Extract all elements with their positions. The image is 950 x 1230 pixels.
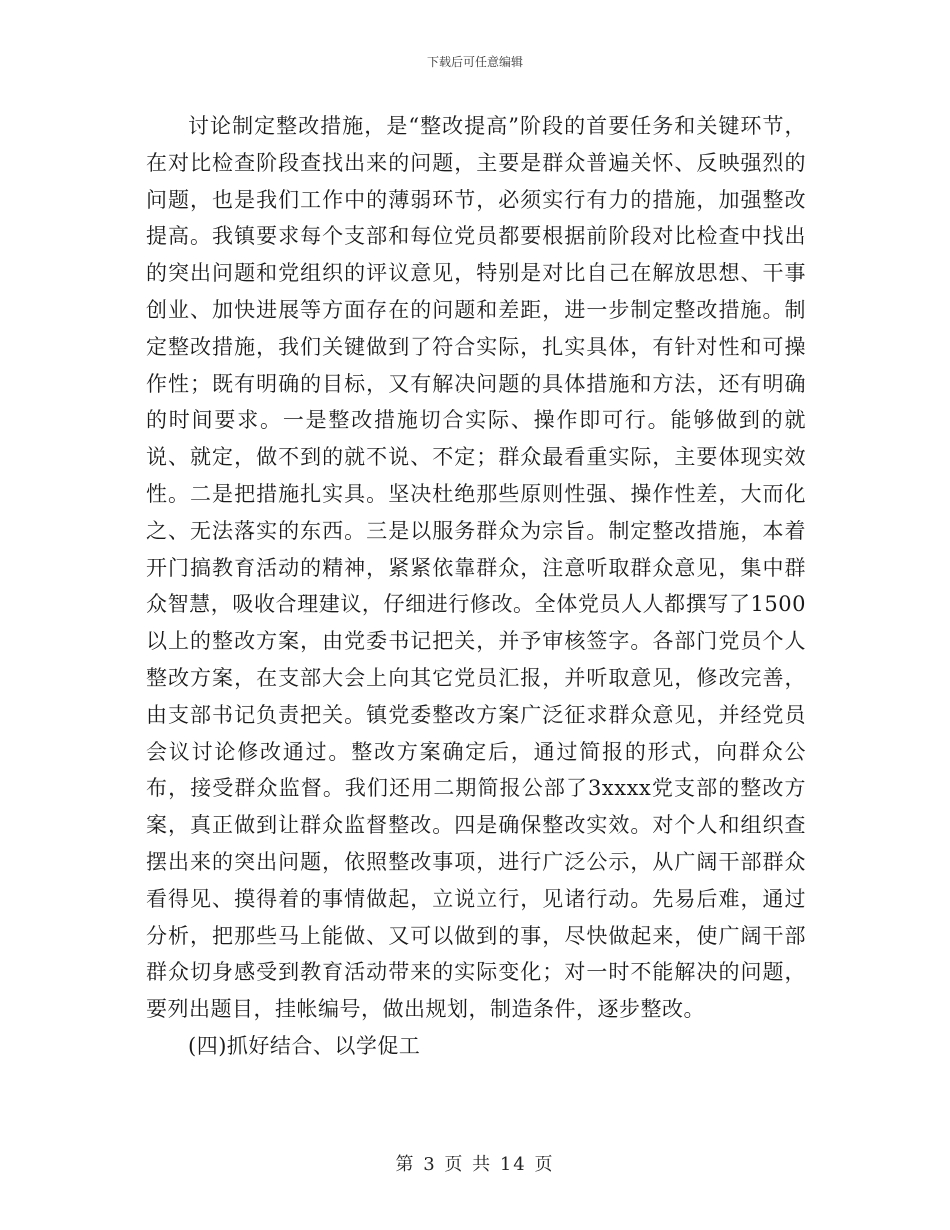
section-heading: (四)抓好结合、以学促工 xyxy=(188,1033,421,1058)
page-footer: 第 3 页 共 14 页 xyxy=(395,1154,555,1175)
body-paragraph: 讨论制定整改措施，是“整改提高”阶段的首要任务和关键环节，在对比检查阶段查找出来的问题，主要是群众普遍关怀、反映强烈的问题，也是我们工作中的薄弱环节，必须实行有力的措施，加强整改提高。我镇要求每个支部和每位党员都要根据前阶段对比检查中找出的突出问题和党组织的评议意见，特别是对比自己在解放思想、干事创业、加快进展等方面存在的问题和差距，进一步制定整改措施。制定整改措施，我们关键做到了符合实际，扎实具体，有针对性和可操作性；既有明确的目标，又有解决问题的具体措施和方法，还有明确的时间要求。一是整改措施切合实际、操作即可行。能够做到的就说、就定，做不到的就不说、不定；群众最看重实际，主要体现实效性。二是把措施扎实具。坚决杜绝那些原则性强、操作性差，大而化之、无法落实的东西。三是以服务群众为宗旨。制定整改措施，本着开门搞教育活动的精神，紧紧依靠群众，注意听取群众意见，集中群众智慧，吸收合理建议，仔细进行修改。全体党员人人都撰写了1500以上的整改方案，由党委书记把关，并予审核签字。各部门党员个人整改方案，在支部大会上向其它党员汇报，并听取意见，修改完善，由支部书记负责把关。镇党委整改方案广泛征求群众意见，并经党员会议讨论修改通过。整改方案确定后，通过简报的形式，向群众公布，接受群众监督。我们还用二期简报公部了3xxxx党支部的整改方案，真正做到让群众监督整改。四是确保整改实效。对个人和组织查摆出来的突出问题，依照整改事项，进行广泛公示，从广阔干部群众看得见、摸得着的事情做起，立说立行，见诸行动。先易后难，通过分析，把那些马上能做、又可以做到的事，尽快做起来，使广阔干部群众切身感受到教育活动带来的实际变化；对一时不能解决的问题，要列出题目，挂帐编号，做出规划，制造条件，逐步整改。 xyxy=(146,114,806,1022)
document-body xyxy=(146,108,806,1065)
page-header: 下载后可任意编辑 xyxy=(426,55,523,69)
